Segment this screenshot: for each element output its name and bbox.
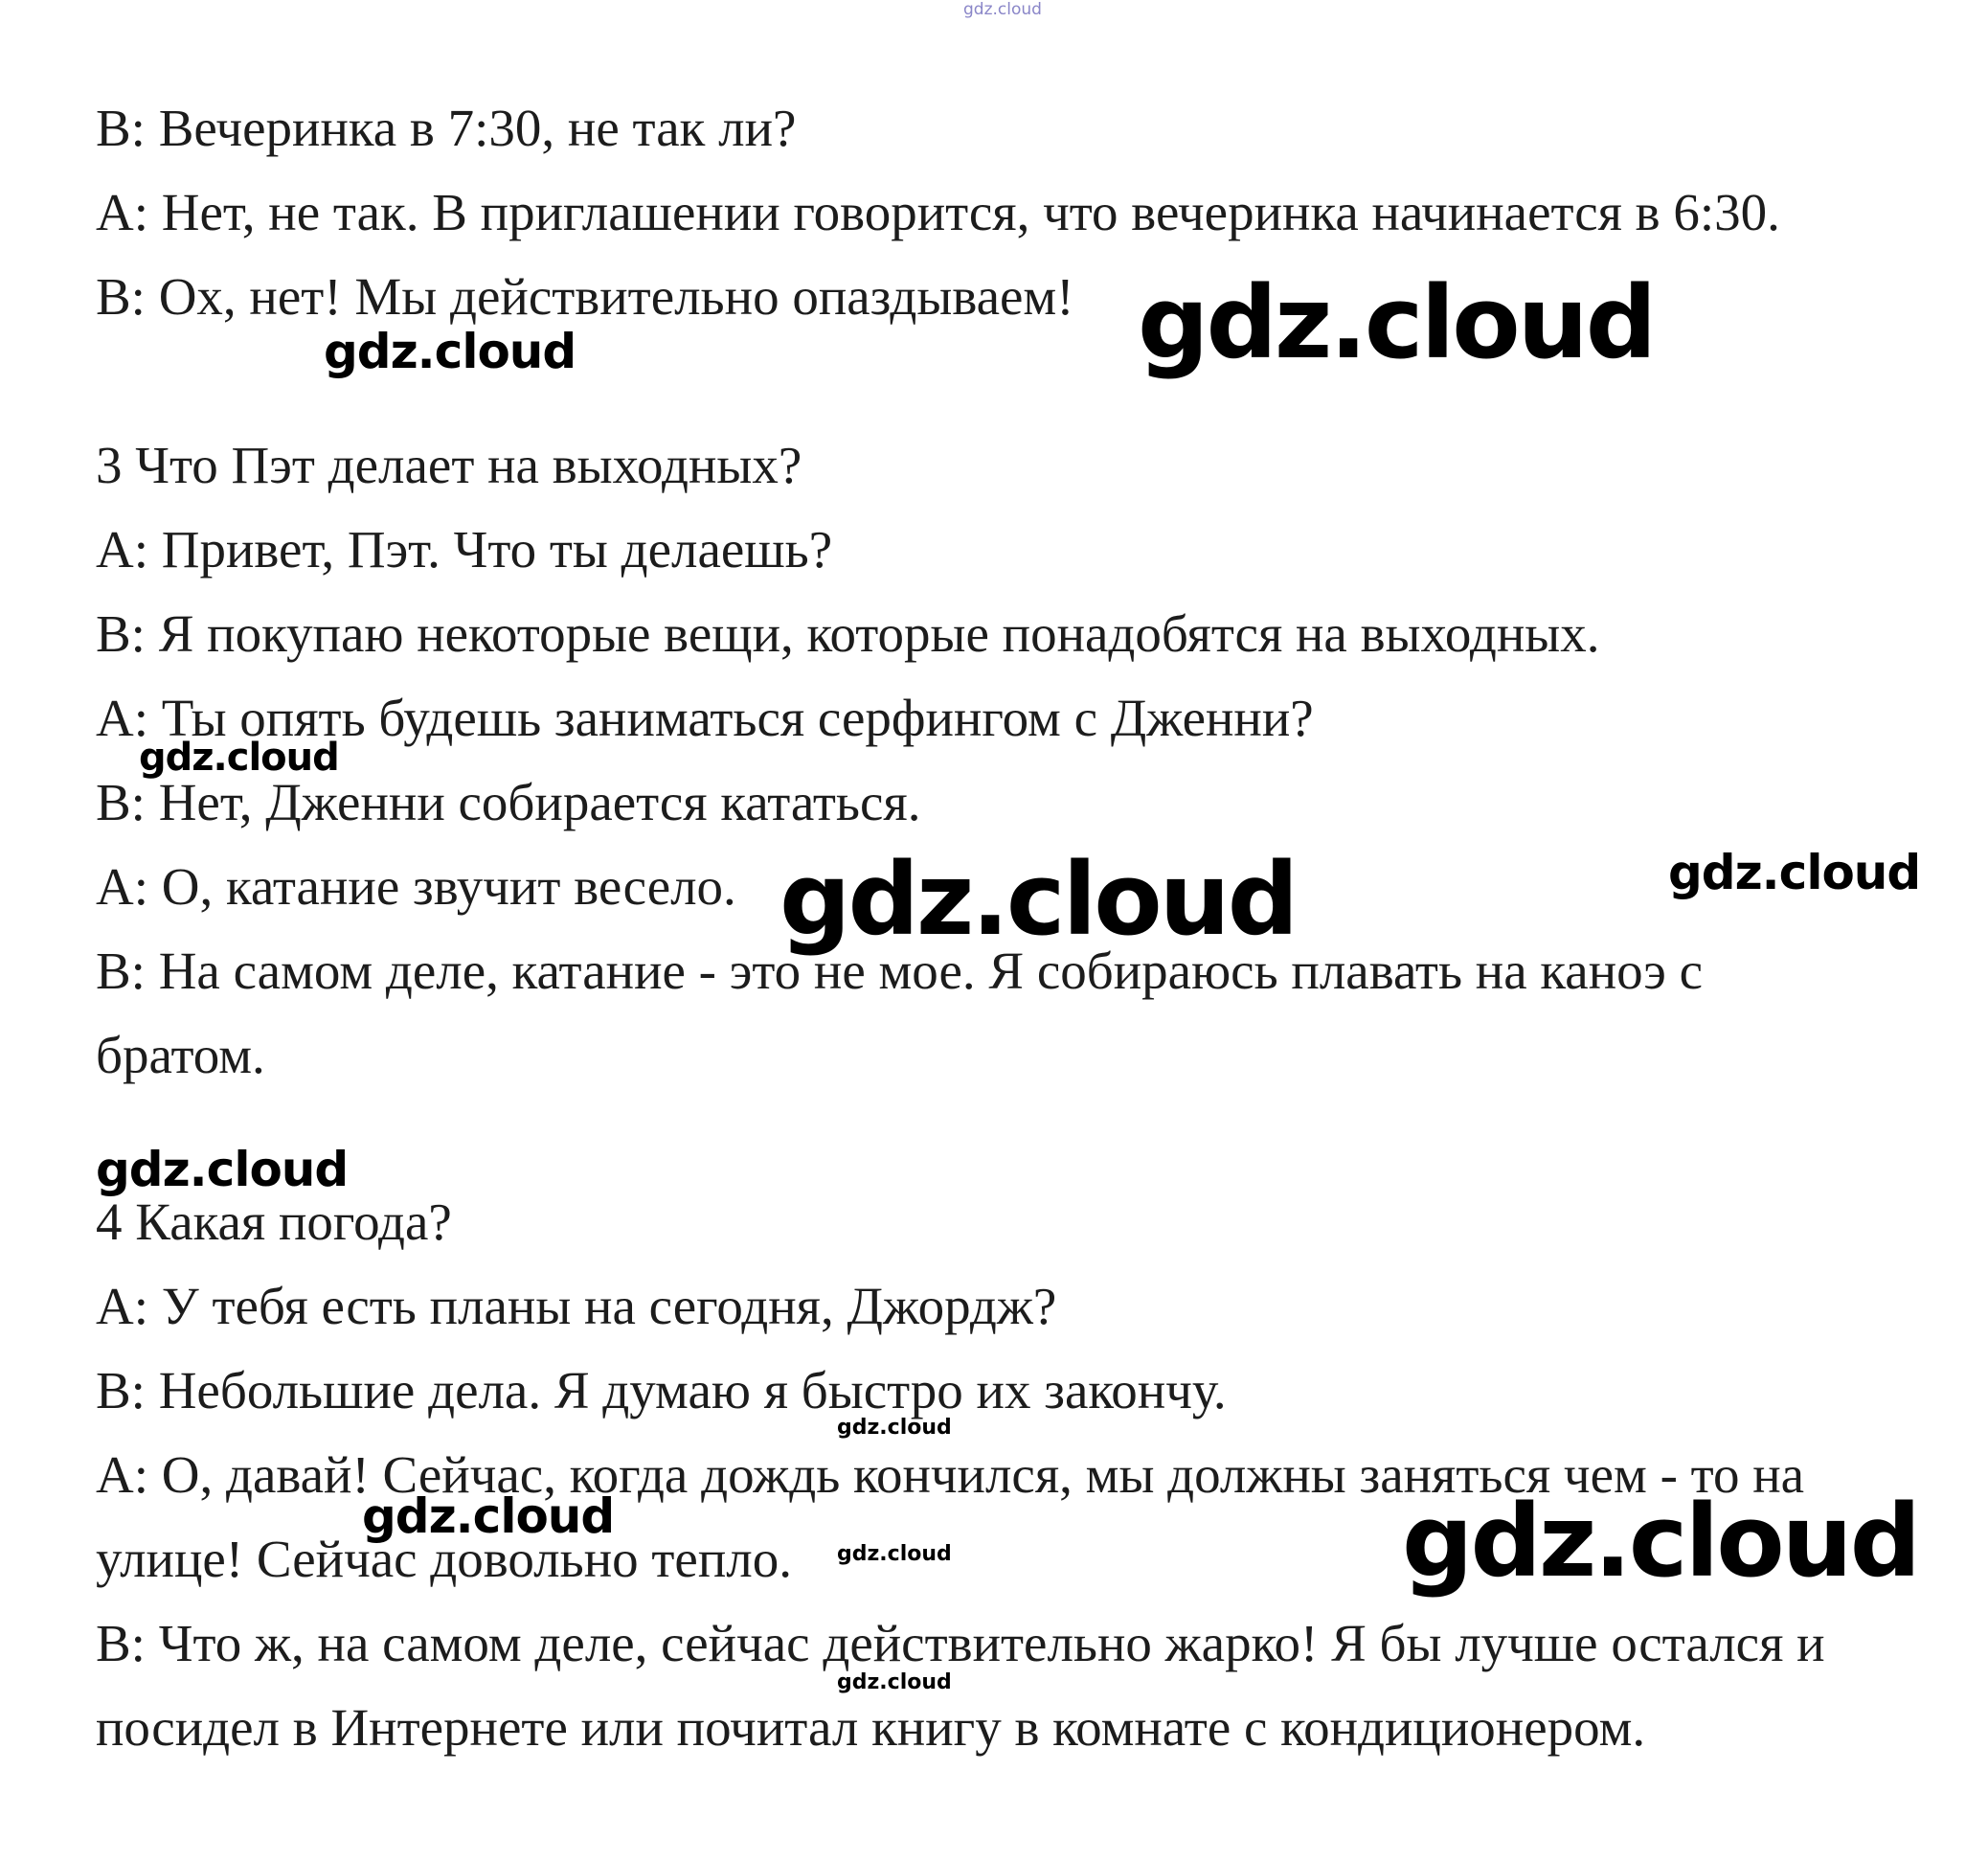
section-heading: 3 Что Пэт делает на выходных? [96,436,802,494]
dialogue-line: B: Я покупаю некоторые вещи, которые понадобятся на выходных. [96,604,1600,663]
dialogue-line: B: Небольшие дела. Я думаю я быстро их закончу. [96,1361,1227,1419]
watermark-large: gdz.cloud [1402,1483,1919,1600]
dialogue-line: A: Ты опять будешь заниматься серфингом с Дженни? [96,689,1314,747]
watermark-large: gdz.cloud [779,841,1297,958]
section-heading: 4 Какая погода? [96,1192,452,1251]
dialogue-line: A: О, катание звучит весело. [96,857,736,916]
watermark-tiny: gdz.cloud [837,1670,952,1694]
dialogue-line: B: Что ж, на самом деле, сейчас действительно жарко! Я бы лучше остался и [96,1614,1825,1672]
watermark-large: gdz.cloud [1138,264,1655,381]
watermark-top: gdz.cloud [963,0,1042,19]
dialogue-line: B: Ох, нет! Мы действительно опаздываем! [96,267,1074,326]
dialogue-line: B: На самом деле, катание - это не мое. Я собираюсь плавать на каноэ с [96,942,1704,1000]
watermark-small: gdz.cloud [139,736,339,780]
watermark-medium: gdz.cloud [96,1142,349,1197]
watermark-tiny: gdz.cloud [837,1416,952,1440]
dialogue-line: A: Привет, Пэт. Что ты делаешь? [96,520,833,579]
dialogue-line: A: Нет, не так. В приглашении говорится, что вечеринка начинается в 6:30. [96,183,1780,241]
dialogue-line: улице! Сейчас довольно тепло. [96,1530,792,1588]
dialogue-line: A: О, давай! Сейчас, когда дождь кончился, мы должны заняться чем - то на [96,1445,1805,1504]
dialogue-line: B: Нет, Дженни собирается кататься. [96,773,921,831]
dialogue-line: A: У тебя есть планы на сегодня, Джордж? [96,1277,1057,1335]
watermark-medium: gdz.cloud [1668,845,1921,900]
dialogue-line: братом. [96,1026,265,1084]
watermark-medium: gdz.cloud [362,1488,615,1544]
dialogue-line: B: Вечеринка в 7:30, не так ли? [96,99,797,157]
watermark-medium: gdz.cloud [324,324,576,379]
dialogue-line: посидел в Интернете или почитал книгу в комнате с кондиционером. [96,1698,1646,1757]
watermark-tiny: gdz.cloud [837,1542,952,1566]
